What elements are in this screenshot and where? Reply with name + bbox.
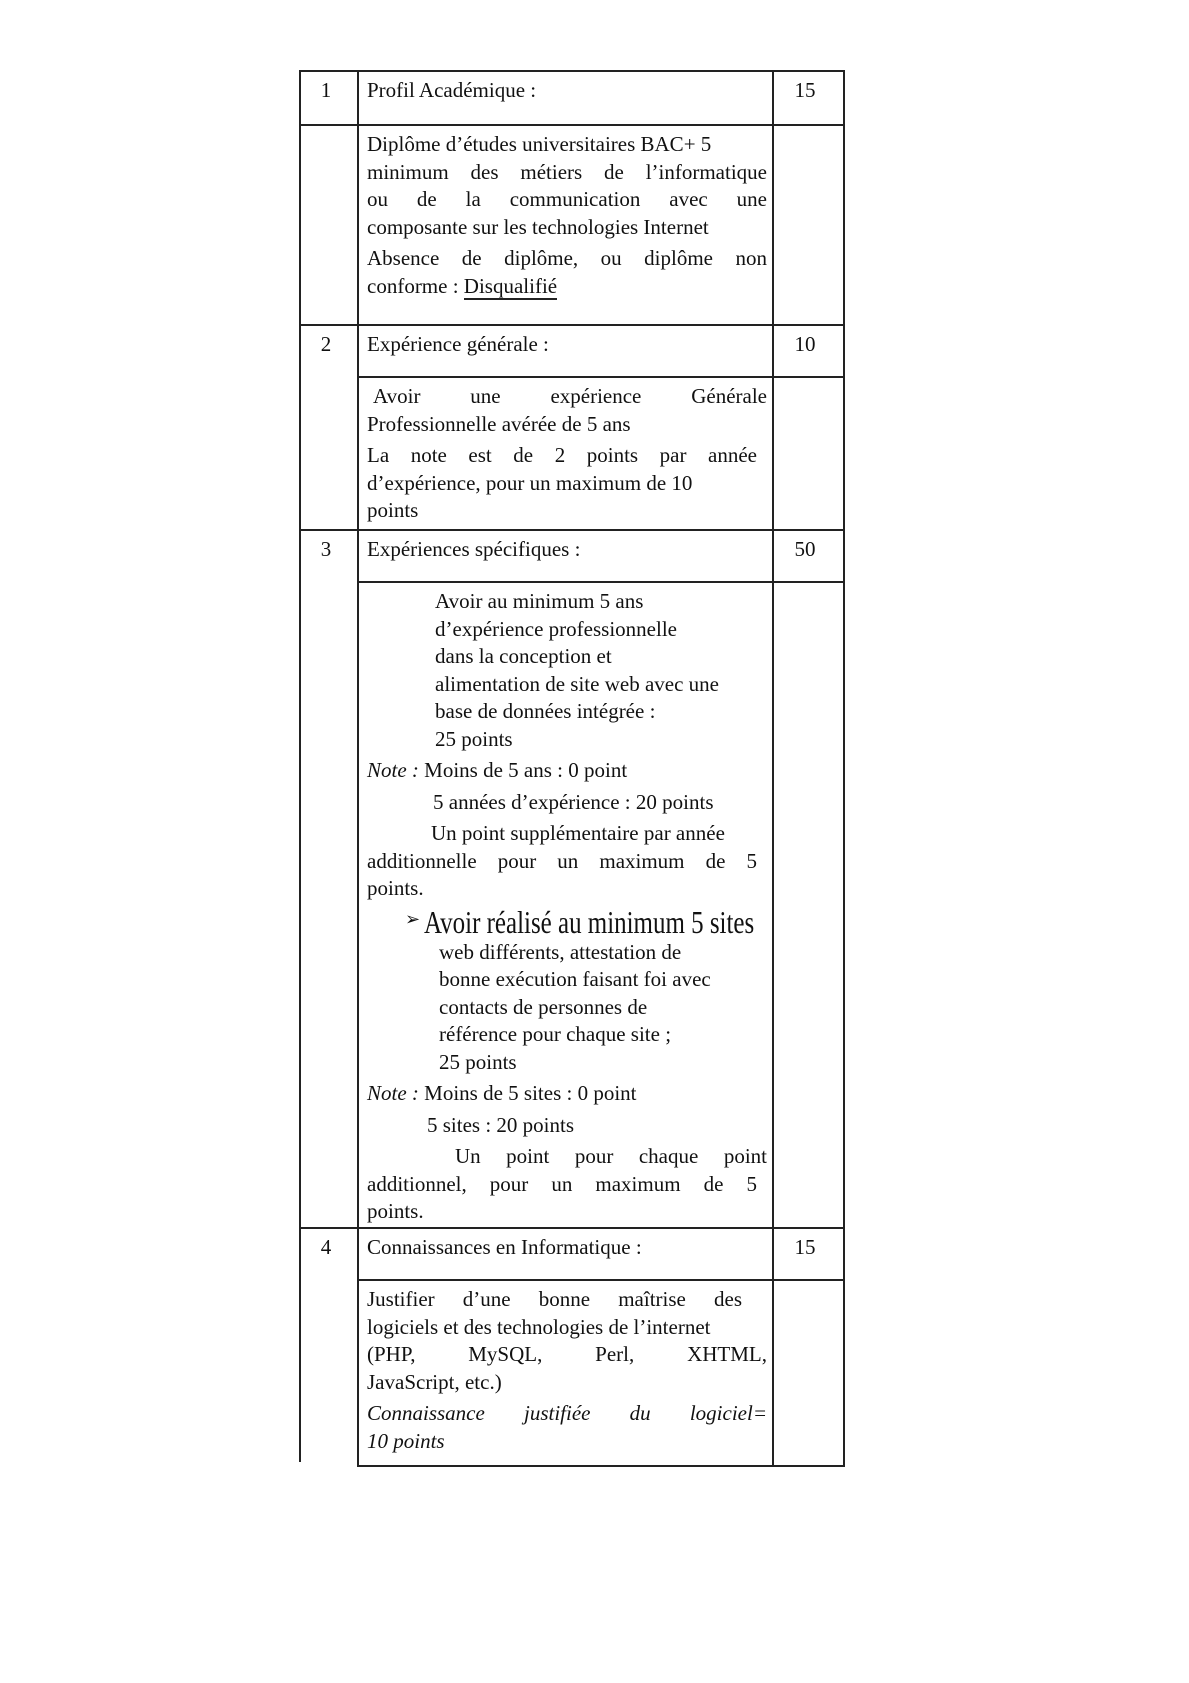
- disqualified-text: Disqualifié: [463, 273, 558, 298]
- text-line: [367, 273, 767, 301]
- table-border: [357, 70, 359, 1467]
- text-line: 5 années d’expérience : 20 points: [433, 789, 714, 814]
- text-line: alimentation de site web avec une: [435, 671, 719, 696]
- criterion-description: [367, 588, 767, 1226]
- text-line: dans la conception et: [435, 644, 612, 668]
- text-line: (PHP, MySQL, Perl, XHTML,: [367, 1342, 767, 1366]
- criterion-description: [367, 1286, 767, 1455]
- table-border: [299, 124, 845, 126]
- text-line: logiciels et des technologies de l’internet: [367, 1314, 711, 1339]
- table-border: [357, 376, 845, 378]
- text-line: base de données intégrée :: [435, 699, 656, 723]
- text-line: Avoir une expérience Générale: [373, 384, 767, 408]
- text-line: contacts de personnes de: [439, 994, 648, 1019]
- text-line: ou de la communication avec une: [367, 187, 767, 211]
- criterion-number: 3: [320, 537, 332, 561]
- table-border: [357, 581, 845, 583]
- text-line: Diplôme d’études universitaires BAC+ 5: [367, 132, 712, 156]
- criterion-description: [367, 131, 767, 300]
- text-line: La note est de 2 points par année: [367, 443, 757, 467]
- table-border: [843, 70, 845, 1467]
- table-border: [357, 1465, 845, 1467]
- text-line: additionnel, pour un maximum de 5: [367, 1171, 757, 1196]
- criterion-points: 15: [794, 1235, 816, 1259]
- text-line: Professionnelle avérée de 5 ans: [367, 411, 631, 436]
- text-line: points.: [367, 1199, 424, 1223]
- subcriterion-heading: Avoir réalisé au minimum 5 sites: [424, 903, 755, 940]
- criterion-description: [367, 383, 767, 525]
- text-line: d’expérience, pour un maximum de 10: [367, 470, 693, 495]
- table-border: [357, 1279, 845, 1281]
- text-line: 10 points: [367, 1428, 445, 1453]
- text-line: 25 points: [439, 1049, 517, 1074]
- text-line: additionnelle pour un maximum de 5: [367, 848, 757, 873]
- text-line: composante sur les technologies Internet: [367, 214, 709, 239]
- note-label: Note :: [367, 1081, 419, 1105]
- text-line: [367, 1080, 767, 1108]
- text-line: points: [367, 498, 419, 522]
- table-border: [299, 70, 845, 72]
- text-line: Un point supplémentaire par année: [431, 821, 725, 845]
- criterion-points: 10: [794, 332, 816, 356]
- criterion-number: 4: [320, 1235, 332, 1259]
- text-line: Avoir au minimum 5 ans: [435, 589, 644, 613]
- text-span: Moins de 5 sites : 0 point: [424, 1081, 637, 1105]
- note-label: Note :: [367, 758, 419, 782]
- text-line: 25 points: [435, 726, 513, 751]
- text-line: minimum des métiers de l’informatique: [367, 159, 767, 184]
- text-span: conforme :: [367, 273, 459, 298]
- criterion-points: 50: [794, 537, 816, 561]
- text-line: Un point pour chaque point: [455, 1144, 767, 1168]
- criterion-title: Expérience générale :: [367, 332, 549, 356]
- text-line: Absence de diplôme, ou diplôme non: [367, 246, 767, 270]
- criterion-title: Profil Académique :: [367, 78, 537, 102]
- criterion-title: Expériences spécifiques :: [367, 537, 581, 561]
- text-line: 5 sites : 20 points: [427, 1112, 575, 1137]
- text-line: JavaScript, etc.): [367, 1369, 502, 1394]
- text-line: [367, 757, 767, 785]
- text-line: Connaissance justifiée du logiciel=: [367, 1401, 767, 1425]
- text-span: Moins de 5 ans : 0 point: [424, 758, 628, 782]
- text-line: référence pour chaque site ;: [439, 1022, 672, 1046]
- criterion-number: 2: [320, 332, 332, 356]
- table-border: [299, 1227, 845, 1229]
- text-line: points.: [367, 876, 424, 900]
- text-line: [367, 905, 767, 939]
- text-line: Justifier d’une bonne maîtrise des: [367, 1287, 742, 1311]
- criterion-number: 1: [320, 78, 332, 102]
- text-line: bonne exécution faisant foi avec: [439, 967, 711, 991]
- arrow-bullet-icon: ➢: [405, 908, 421, 929]
- criterion-points: 15: [794, 78, 816, 102]
- criterion-title: Connaissances en Informatique :: [367, 1235, 642, 1259]
- table-border: [299, 529, 845, 531]
- text-line: d’expérience professionnelle: [435, 616, 677, 641]
- text-line: web différents, attestation de: [439, 939, 682, 964]
- table-border: [299, 324, 845, 326]
